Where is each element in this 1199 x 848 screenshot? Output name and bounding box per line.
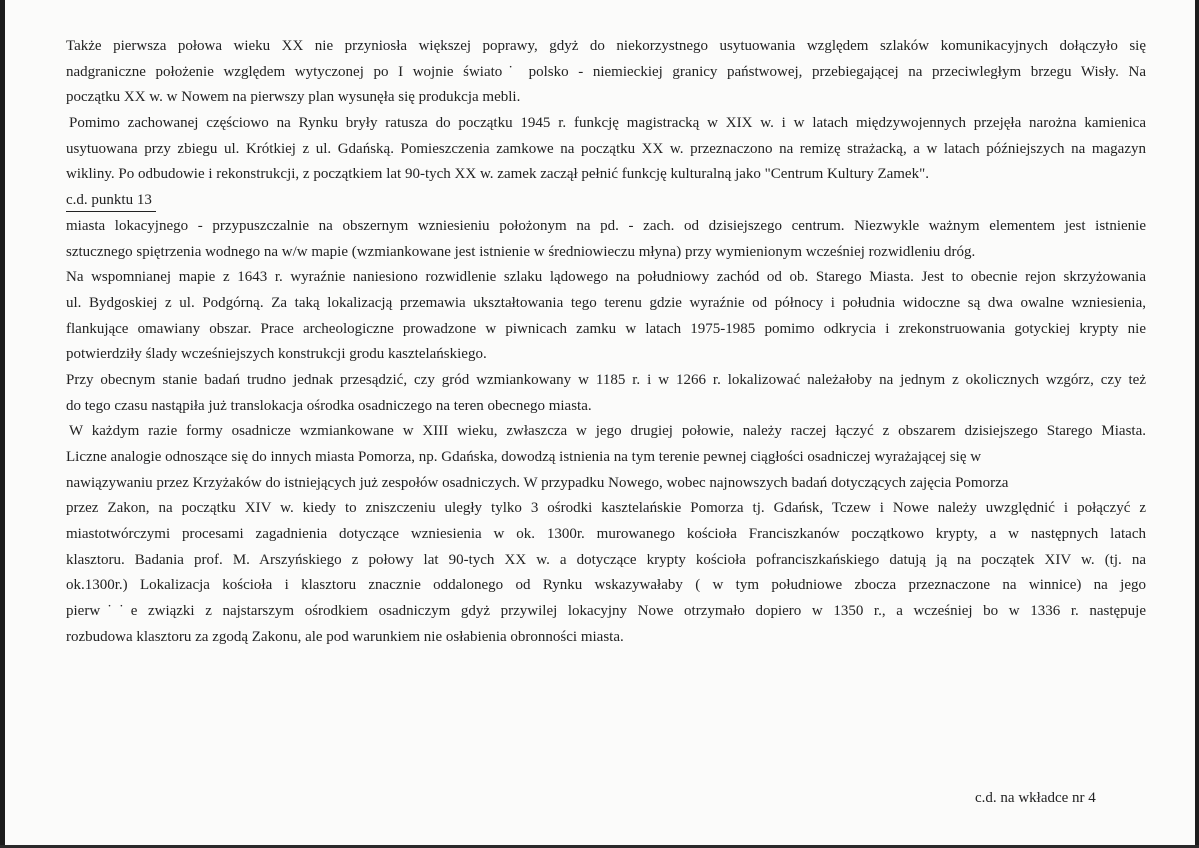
text-line: W każdym razie formy osadnicze wzmiankowane w XIII wieku, zwłaszcza w jego drugiej połowie, należy raczej łączyć z obszarem dzisiejszego Starego Miasta. — [69, 423, 1146, 440]
text-line: Pomimo zachowanej częściowo na Rynku bryły ratusza do początku 1945 r. funkcję magistracką w XIX w. i w latach międzywojennych przejęła narożna kamienica — [69, 115, 1146, 132]
text-line: miastotwórczymi procesami zagadnienia dotyczące wzniesienia w ok. 1300r. murowanego kościoła Franciszkanów początkowo krypty, a w następnych latach — [66, 526, 1146, 543]
text-line: ok.1300r.) Lokalizacja kościoła i klasztoru znacznie oddalonego od Rynku wskazywałaby ( w tym południowe zbocza przeznaczone na winnice) na jego — [66, 577, 1146, 594]
text-line: Na wspomnianej mapie z 1643 r. wyraźnie naniesiono rozwidlenie szlaku lądowego na południowy zachód od ob. Starego Miasta. Jest to obecnie rejon skrzyżowania — [66, 269, 1146, 286]
text-line: pierw˙˙e związki z najstarszym ośrodkiem osadniczym gdyż przywilej lokacyjny Nowe otrzymało dopiero w 1350 r., a wcześniej bo w 1336 r. następuje — [66, 603, 1146, 620]
text-line: flankujące omawiany obszar. Prace archeologiczne prowadzone w piwnicach zamku w latach 1975-1985 pomimo odkrycia i zrekonstruowania gotyckiej krypty nie — [66, 320, 1146, 337]
text-line: sztucznego spiętrzenia wodnego na w/w mapie (wzmiankowane jest istnienie w średniowieczu młyna) przy wymienionym wcześniej rozwidleniu dróg. — [66, 243, 976, 260]
text-line: przez Zakon, na początku XIV w. kiedy to zniszczeniu uległy tylko 3 ośrodki kasztelańskie Pomorza tj. Gdańsk, Tczew i Nowe należy uwzględnić i połączyć z — [66, 500, 1146, 517]
continuation-note: c.d. na wkładce nr 4 — [975, 790, 1096, 806]
text-line: Przy obecnym stanie badań trudno jednak przesądzić, czy gród wzmiankowany w 1185 r. i w 1266 r. lokalizować należałoby na jednym z okolicznych wzgórz, czy też — [66, 371, 1146, 388]
text-line: Także pierwsza połowa wieku XX nie przyniosła większej poprawy, gdyż do niekorzystnego usytuowania względem szlaków komunikacyjnych dołączyło się — [66, 38, 1146, 54]
text-line: do tego czasu nastąpiła już translokacja ośrodka osadniczego na teren obecnego miasta. — [66, 397, 592, 414]
text-line: potwierdziły ślady wcześniejszych konstrukcji grodu kasztelańskiego. — [66, 346, 487, 363]
continuation-heading: c.d. punktu 13 — [66, 190, 156, 212]
document-body — [66, 34, 1146, 651]
text-line: ul. Bydgoskiej z ul. Podgórną. Za taką lokalizacją przemawia ukształtowania tego terenu gdzie wyraźnie od północy i południa widoczne są dwa owalne wzniesienia, — [66, 294, 1146, 311]
text-line: Liczne analogie odnoszące się do innych miasta Pomorza, np. Gdańska, dowodzą istnienia na tym terenie pewnej ciągłości osadniczej wyrażającej się w — [66, 449, 982, 465]
text-line: klasztoru. Badania prof. M. Arszyńskiego z połowy lat 90-tych XX w. a dotyczące krypty kościoła pofranciszkańskiego datują ją na początek XIV w. (tj. na — [66, 551, 1146, 568]
scan-left-edge — [0, 0, 5, 848]
scan-right-edge — [1195, 0, 1199, 848]
text-line: miasta lokacyjnego - przypuszczalnie na obszernym wzniesieniu położonym na pd. - zach. od dzisiejszego centrum. Niezwykle ważnym elementem jest istnienie — [66, 217, 1146, 234]
text-line: rozbudowa klasztoru za zgodą Zakonu, ale pod warunkiem nie osłabienia obronności miasta. — [66, 628, 624, 645]
continuation-heading-line — [66, 188, 1146, 214]
text-line: nawiązywaniu przez Krzyżaków do istniejących już zespołów osadniczych. W przypadku Nowego, wobec najnowszych badań dotyczących zajęcia Pomorza — [66, 474, 1009, 491]
text-line: nadgraniczne położenie względem wytyczonej po I wojnie świato˙ polsko - niemieckiej granicy państwowej, przebiegającej na przeciwległym brzegu Wisły. Na — [66, 63, 1146, 80]
text-line: usytuowana przy zbiegu ul. Krótkiej z ul. Gdańską. Pomieszczenia zamkowe na początku XX w. przeznaczono na remizę strażacką, a w latach późniejszych na magazyn — [66, 140, 1146, 157]
text-line: początku XX w. w Nowem na pierwszy plan wysunęła się produkcja mebli. — [66, 89, 521, 106]
text-line: wikliny. Po odbudowie i rekonstrukcji, z początkiem lat 90-tych XX w. zamek zaczął pełnić funkcję kulturalną jako "Centrum Kultury Zamek". — [66, 166, 929, 183]
